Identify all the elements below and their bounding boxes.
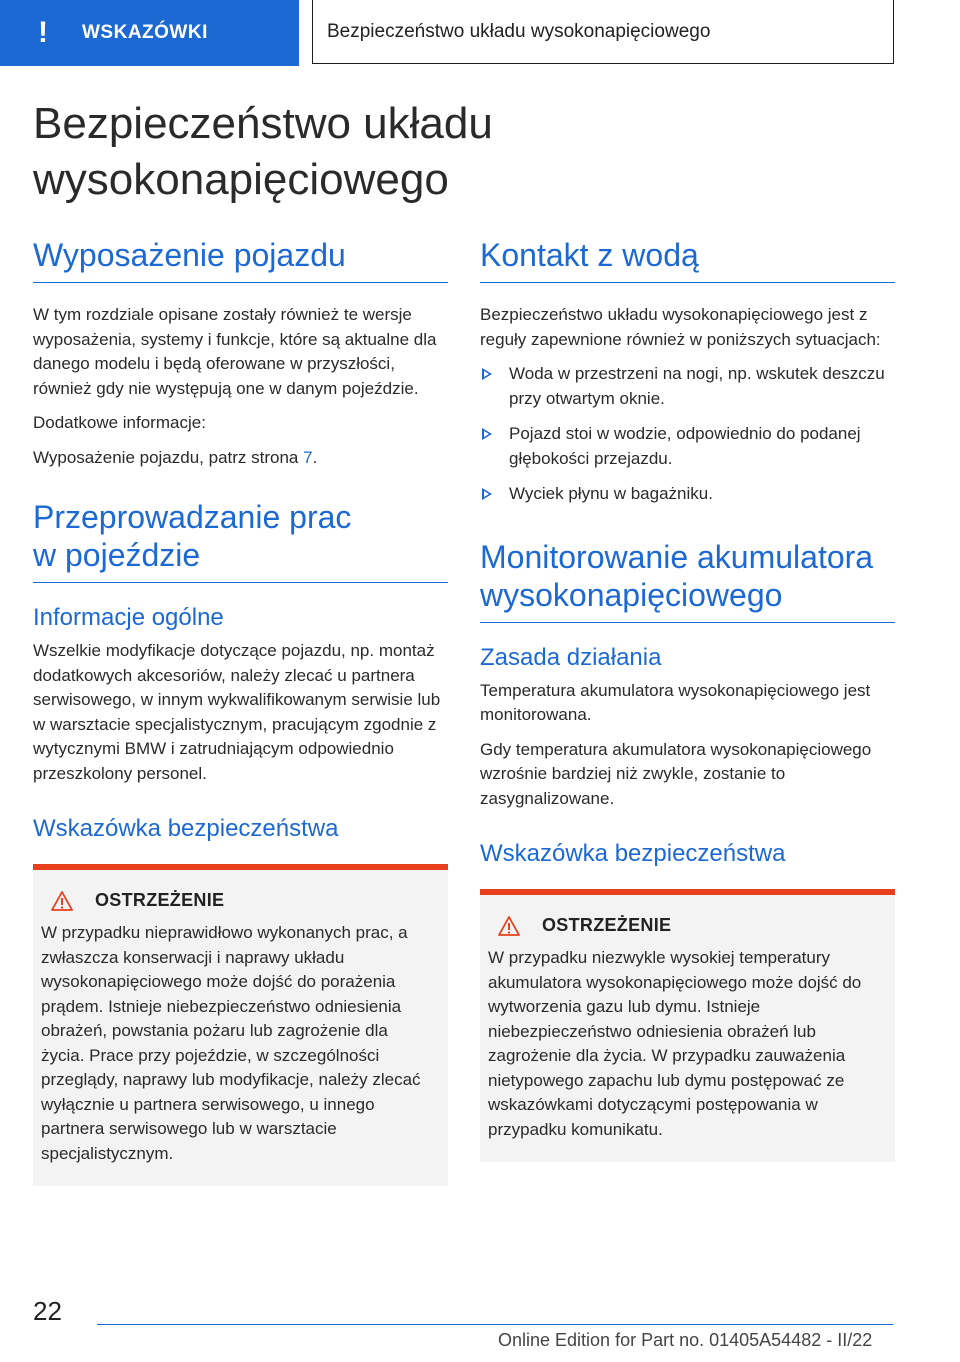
chapter-title: Bezpieczeństwo układu wysokonapięciowego [327,20,711,42]
heading-monitoring [480,538,895,623]
warning-body: W przypadku nieprawidłowo wykonanych prac, a zwłaszcza konserwacji i naprawy układu wysokonapięciowego może dojść do porażenia prądem. Istnieje niebezpieczeństwo odniesienia obrażeń, powstania pożaru lub zagrożenie dla życia. Prace przy pojeździe, w szczególności przeglądy, naprawy lub modyfikacje, należy zlecać wyłącznie u partnera serwisowego, u innego partnera serwisowego lub w warsztacie specjalistycznym. [41,923,421,1163]
warning-triangle-icon [51,891,73,911]
warning-box-right [480,889,895,1162]
work-body: Wszelkie modyfikacje dotyczące pojazdu, np. montaż dodatkowych akcesoriów, należy zlecać u partnera serwisowego, w innym wykwalifikowanym serwisie lub w warsztacie specjalistycznym, pracującym zgodnie z wytycznymi BMW i zatrudniającym odpowiednio przeszkolony personel. [33,641,441,783]
water-intro: Bezpieczeństwo układu wysokonapięciowego jest z reguły zapewnione również w poniższych sytuacjach: [480,305,881,349]
warning-triangle-icon [498,916,520,936]
footer-divider [97,1324,893,1325]
triangle-bullet-icon [482,488,492,500]
subheading-general: Informacje ogólne [33,604,224,631]
footer-edition: Online Edition for Part no. 01405A54482 - II/22 [498,1330,873,1350]
monitoring-body-1: Temperatura akumulatora wysokonapięciowego jest monitorowana. [480,680,871,724]
reference-end: . [312,447,318,467]
triangle-bullet-icon [482,428,492,440]
left-column [33,236,448,1186]
list-item: Pojazd stoi w wodzie, odpowiednio do podanej głębokości przejazdu. [480,422,895,471]
warning-body: W przypadku niezwykle wysokiej temperatury akumulatora wysokonapięciowego może dojść do wytworzenia gazu lub dymu. Istnieje niebezpieczeństwo odniesienia obrażeń lub zagrożenie dla życia. W przypadku zauważenia nietypowego zapachu lub dymu postępować ze wskazówkami dotyczącymi postępowania w przypadku komunikatu. [488,948,862,1139]
heading-safety-right: Wskazówka bezpieczeństwa [480,840,786,867]
heading-work-line2: w pojeździe [33,537,201,573]
heading-work-line1: Przeprowadzanie prac [33,499,352,535]
page-title-line1: Bezpieczeństwo układu [33,99,493,148]
equipment-reference [33,446,448,471]
warning-box-left [33,864,448,1186]
heading-work [33,498,448,583]
monitoring-body-2: Gdy temperatura akumulatora wysokonapięciowego wzrośnie bardziej niż zwykle, zostanie to zasygnalizowane. [480,739,872,808]
page-number: 22 [33,1296,62,1326]
section-label: WSKAZÓWKI [82,22,208,43]
heading-equipment: Wyposażenie pojazdu [33,236,448,283]
heading-monitoring-line2: wysokonapięciowego [480,576,783,613]
page-link[interactable]: 7 [303,447,313,467]
chapter-tab[interactable] [312,0,894,64]
warning-title: OSTRZEŻENIE [542,915,672,935]
warning-header [488,915,879,936]
page-title [33,96,913,208]
heading-safety-left: Wskazówka bezpieczeństwa [33,815,339,842]
right-column [480,236,895,1162]
header-bar [0,0,960,66]
subheading-principle: Zasada działania [480,643,662,671]
equipment-body: W tym rozdziale opisane zostały również te wersje wyposażenia, systemy i funkcje, które są aktualne dla danego modelu i będą oferowane w przyszłości, również gdy nie występują one w danym pojeździe. [33,305,437,398]
water-bullet-list [480,362,895,507]
section-tab[interactable] [0,0,299,66]
triangle-bullet-icon [482,368,492,380]
exclamation-icon: ! [38,16,48,49]
heading-water: Kontakt z wodą [480,236,895,283]
warning-header [41,890,432,911]
reference-text: Wyposażenie pojazdu, patrz strona [33,447,304,467]
page-title-line2: wysokonapięciowego [33,155,449,204]
more-info-label: Dodatkowe informacje: [33,413,206,432]
list-item: Wyciek płynu w bagażniku. [480,482,895,507]
list-item: Woda w przestrzeni na nogi, np. wskutek deszczu przy otwartym oknie. [480,362,895,411]
warning-title: OSTRZEŻENIE [95,890,225,910]
heading-monitoring-line1: Monitorowanie akumulatora [480,538,874,575]
